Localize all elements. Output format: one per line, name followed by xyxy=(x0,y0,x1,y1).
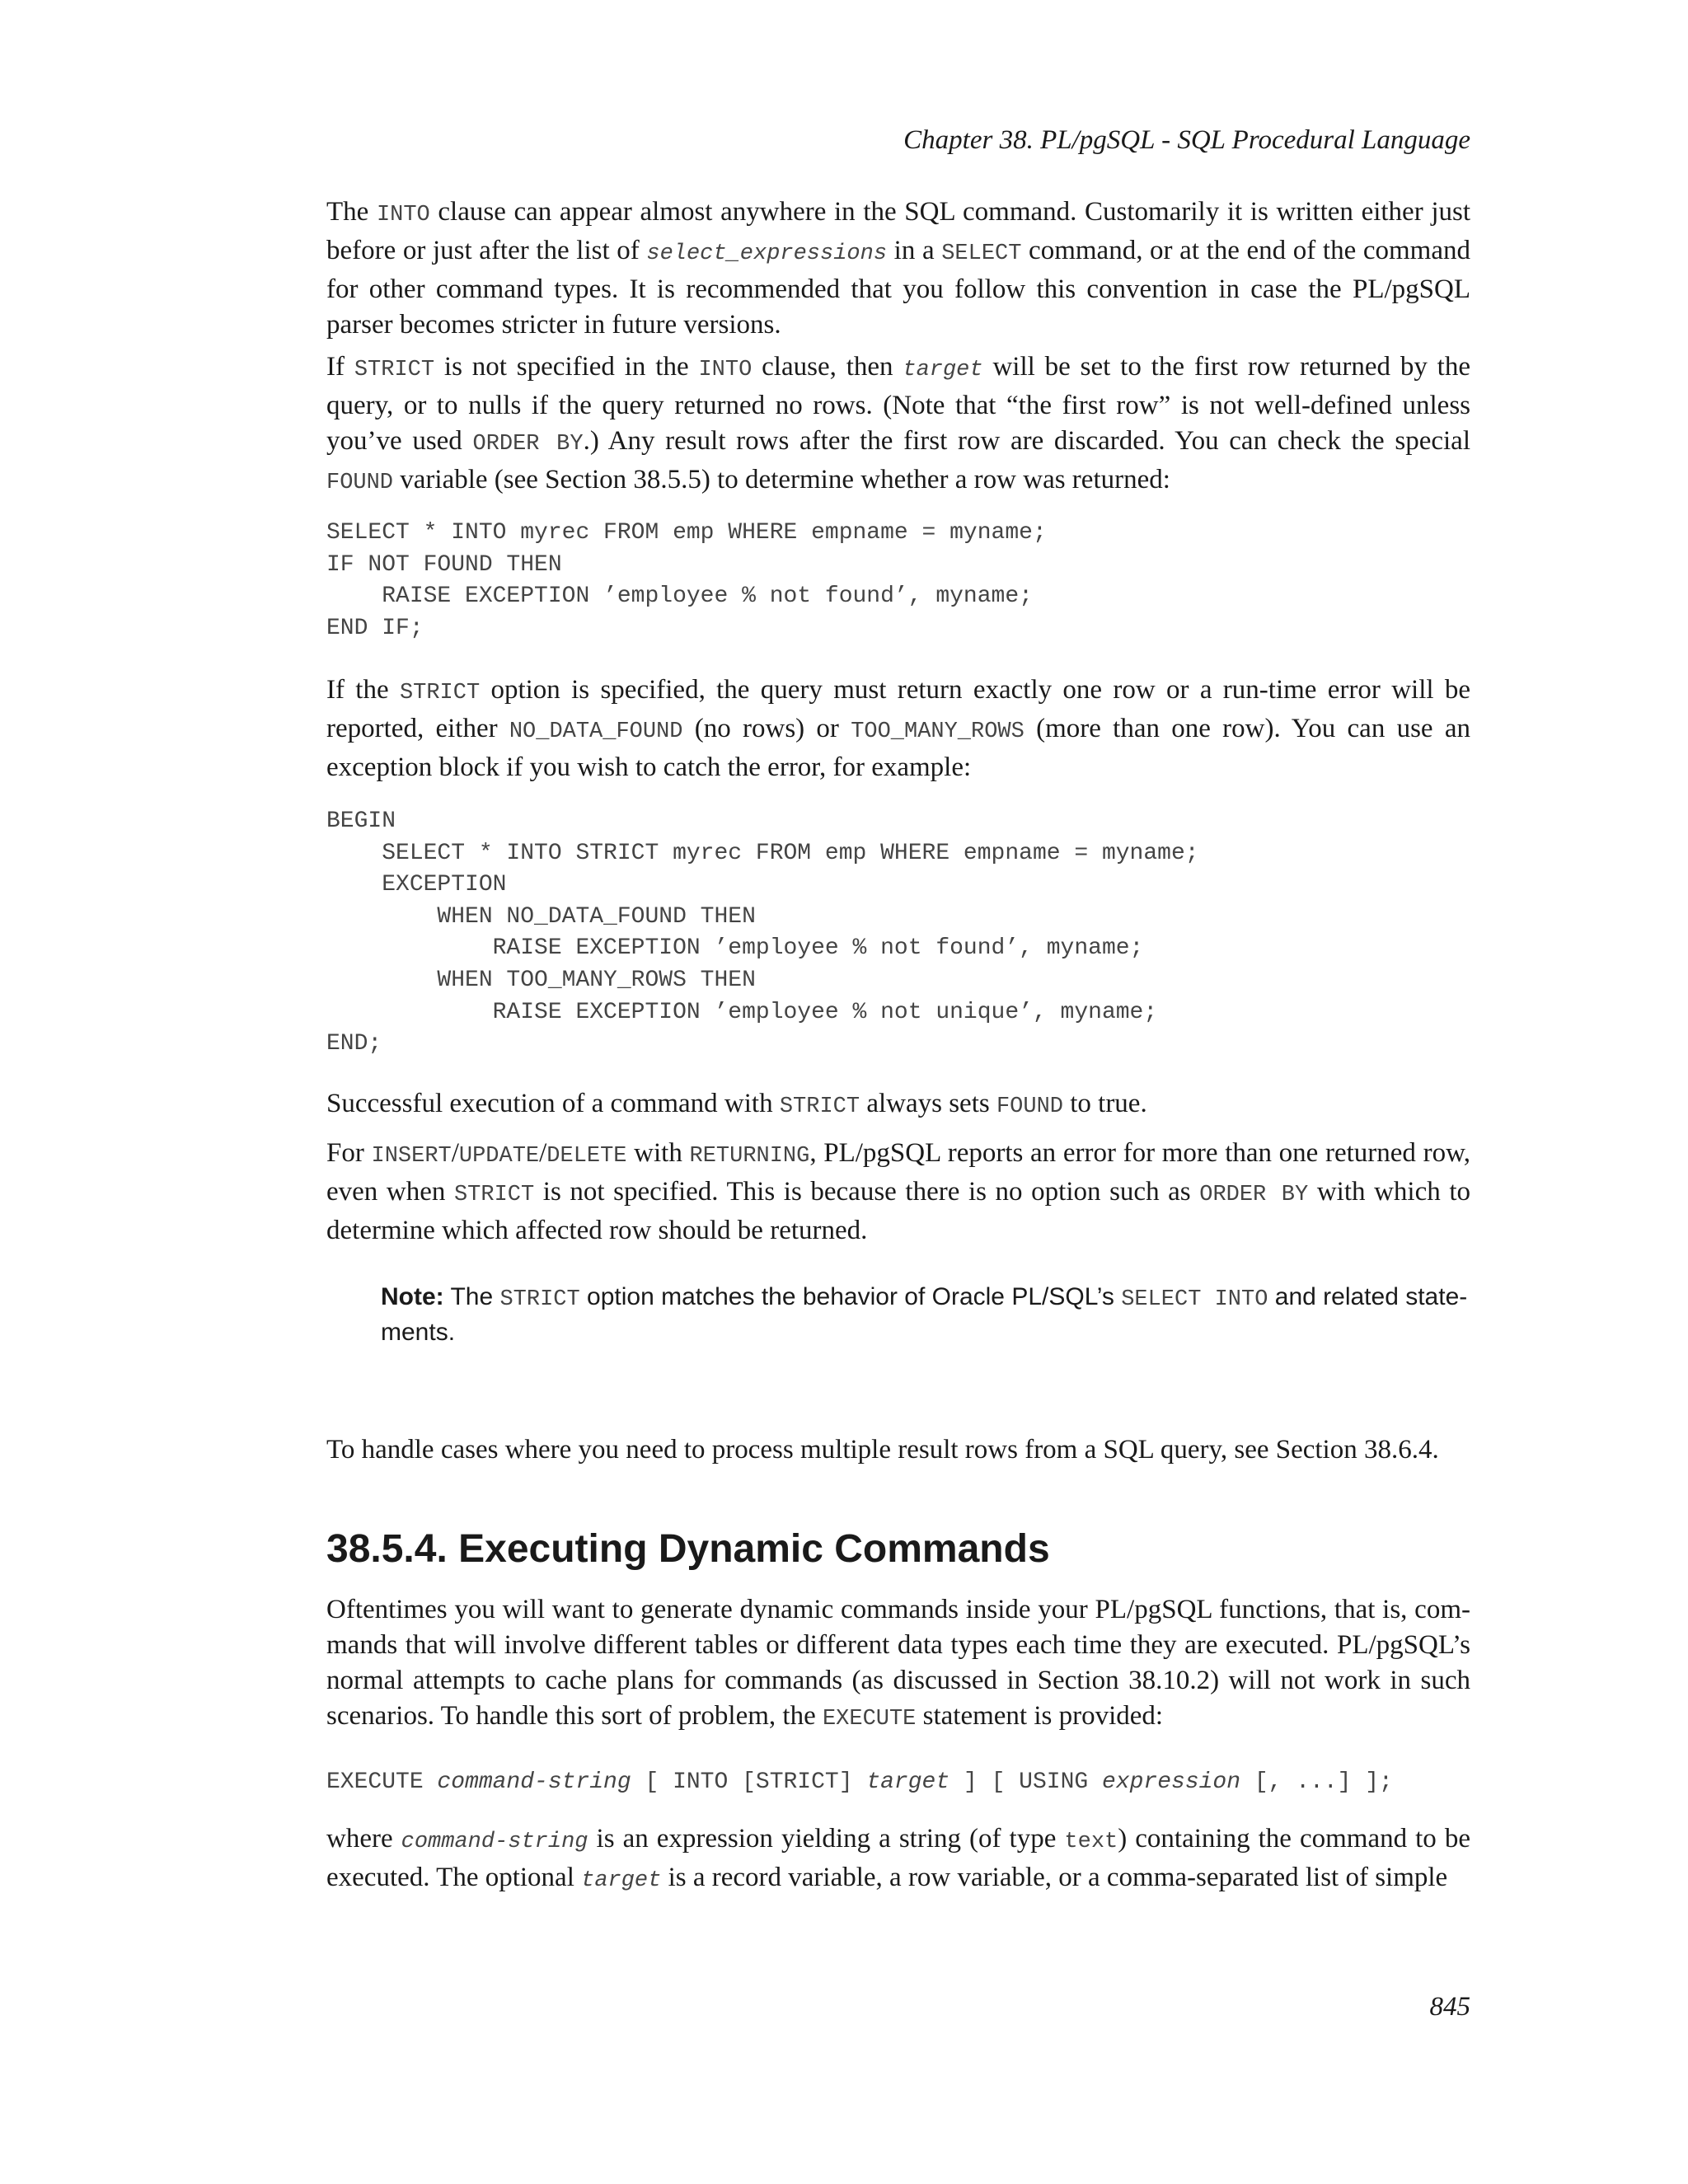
page-number: 845 xyxy=(1429,1992,1470,2022)
paragraph-successful-execution: Successful execution of a command with STRICT always sets FOUND to true. xyxy=(326,1089,1147,1119)
code-block-exception: BEGIN SELECT * INTO STRICT myrec FROM emp WHERE empname = myname; EXCEPTION WHEN NO_DATA_FOUND THEN RAISE EXCEPTION ’employee % not found’, myname; WHEN TOO_MANY_ROWS THEN RAISE EXCEPTION ’employee % not unique’, myname; END; xyxy=(326,808,1199,1057)
paragraph-into-clause: The INTO clause can appear almost anywhere in the SQL command. Customarily it is written either just before or just after the list of select_expressions in a SELECT command, or at the end of the command for other command types. It is recommended that you follow this convention in case the PL/pgSQL parser becomes stricter in future versions. xyxy=(326,197,1470,340)
note-label: Note: xyxy=(381,1283,444,1310)
section-heading: 38.5.4. Executing Dynamic Commands xyxy=(326,1527,1050,1571)
paragraph-strict-specified: If the STRICT option is specified, the query must return exactly one row or a run-time error will be reported, either NO_DATA_FOUND (no rows) or TOO_MANY_ROWS (more than one row). You can use an exception block if you wish to catch the error, for example: xyxy=(326,675,1470,782)
paragraph-multiple-rows: To handle cases where you need to process multiple result rows from a SQL query, see Section 38.6.4. xyxy=(326,1435,1439,1465)
code-block-execute-syntax: EXECUTE command-string [ INTO [STRICT] target ] [ USING expression [, ...] ]; xyxy=(326,1769,1393,1795)
running-header: Chapter 38. PL/pgSQL - SQL Procedural Language xyxy=(903,125,1470,155)
code-block-select-into: SELECT * INTO myrec FROM emp WHERE empname = myname; IF NOT FOUND THEN RAISE EXCEPTION ’employee % not found’, myname; END IF; xyxy=(326,520,1047,641)
paragraph-command-string: where command-string is an expression yielding a string (of type text) containing the command to be executed. The optional target is a record variable, a row variable, or a comma-separated list of simple xyxy=(326,1824,1470,1893)
paragraph-returning: For INSERT/UPDATE/DELETE with RETURNING, PL/pgSQL reports an error for more than one returned row, even when STRICT is not specified. This is because there is no option such as ORDER BY with which to determine which affected row should be returned. xyxy=(326,1138,1471,1245)
note-box: Note: The STRICT option matches the behavior of Oracle PL/SQL’s SELECT INTO and related state- ments. xyxy=(381,1283,1468,1346)
paragraph-strict-not-specified: If STRICT is not specified in the INTO clause, then target will be set to the first row returned by the query, or to nulls if the query returned no rows. (Note that “the first row” is not well-defined unless you’ve used ORDER BY.) Any result rows after the first row are discarded. You can check the special FOUND variable (see Section 38.5.5) to determine whether a row was returned: xyxy=(326,352,1470,495)
paragraph-dynamic-commands: Oftentimes you will want to generate dynamic commands inside your PL/pgSQL functions, that is, com- mands that will involve different tables or different data types each time they are executed. PL/pgSQL’s normal attempts to cache plans for commands (as discussed in Section 38.10.2) will not work in such scenarios. To handle this sort of problem, the EXECUTE statement is provided: xyxy=(326,1595,1470,1732)
